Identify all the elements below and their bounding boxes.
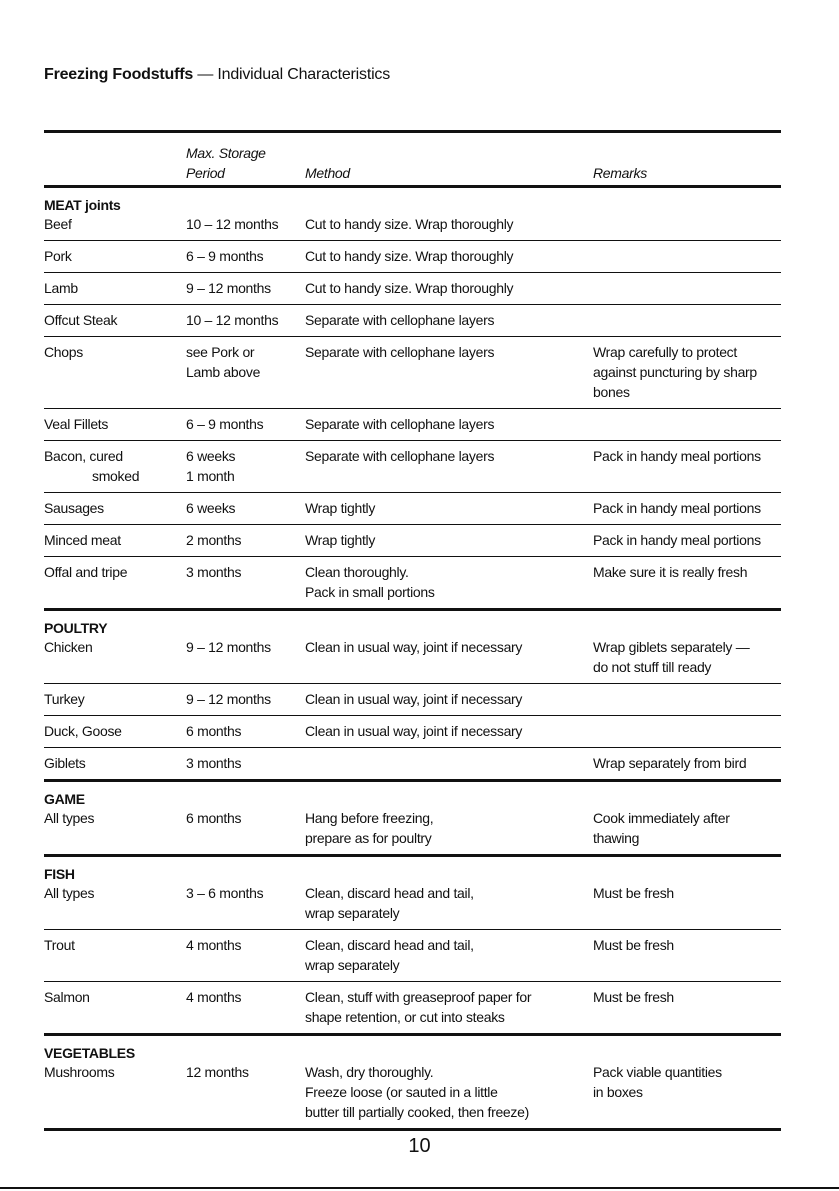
cell-item	[44, 689, 186, 709]
table-row	[44, 557, 781, 608]
cell-method	[305, 808, 593, 848]
cell-period-line: 12 months	[186, 1064, 249, 1080]
cell-item-line: Bacon, cured	[44, 448, 123, 464]
cell-period	[186, 721, 305, 741]
cell-item	[44, 310, 186, 330]
cell-remarks-line: Wrap separately from bird	[593, 755, 747, 771]
cell-remarks	[593, 342, 781, 402]
cell-item	[44, 342, 186, 402]
cell-remarks	[593, 530, 781, 550]
cell-method	[305, 498, 593, 518]
cell-remarks-line: Wrap giblets separately —	[593, 639, 750, 655]
cell-period	[186, 1062, 305, 1122]
cell-period-line: 2 months	[186, 532, 242, 548]
table-row	[44, 716, 781, 747]
cell-item-line: Sausages	[44, 500, 104, 516]
cell-remarks	[593, 214, 781, 234]
cell-method-line: Separate with cellophane layers	[305, 344, 495, 360]
cell-method	[305, 562, 593, 602]
page-number: 10	[408, 1135, 431, 1157]
cell-item-line: Duck, Goose	[44, 723, 122, 739]
page-title	[44, 66, 390, 84]
cell-method-line: Clean in usual way, joint if necessary	[305, 639, 523, 655]
cell-method	[305, 935, 593, 975]
cell-method	[305, 530, 593, 550]
cell-item-line: Salmon	[44, 989, 90, 1005]
cell-period-line: 6 weeks	[186, 448, 236, 464]
table-row	[44, 305, 781, 336]
cell-period-line: 1 month	[186, 468, 235, 484]
section-heading	[44, 188, 781, 214]
cell-item	[44, 935, 186, 975]
cell-method-line: Freeze loose (or sauted in a little	[305, 1084, 498, 1100]
cell-method-line: butter till partially cooked, then freeze)	[305, 1104, 529, 1120]
section-heading	[44, 1036, 781, 1062]
cell-remarks-line: Must be fresh	[593, 885, 674, 901]
cell-item	[44, 530, 186, 550]
cell-method	[305, 883, 593, 923]
cell-method-line: Cut to handy size. Wrap thoroughly	[305, 216, 514, 232]
cell-period-line: 9 – 12 months	[186, 691, 271, 707]
cell-method-line: Separate with cellophane layers	[305, 312, 495, 328]
cell-remarks	[593, 883, 781, 923]
cell-period-line: 6 months	[186, 723, 242, 739]
cell-period-line: 3 months	[186, 755, 242, 771]
cell-period-line: 6 months	[186, 810, 242, 826]
cell-period	[186, 562, 305, 602]
cell-method-line: Pack in small portions	[305, 584, 435, 600]
cell-remarks-line: in boxes	[593, 1084, 643, 1100]
cell-period	[186, 414, 305, 434]
cell-method-line: Wash, dry thoroughly.	[305, 1064, 434, 1080]
cell-method-line: Separate with cellophane layers	[305, 448, 495, 464]
cell-method-line: Cut to handy size. Wrap thoroughly	[305, 248, 514, 264]
bottom-edge	[0, 1187, 839, 1189]
cell-remarks	[593, 689, 781, 709]
table-body	[44, 188, 781, 1131]
table-row	[44, 883, 781, 929]
cell-item-line: Trout	[44, 937, 75, 953]
cell-period	[186, 637, 305, 677]
cell-period	[186, 689, 305, 709]
cell-method-line: wrap separately	[305, 957, 400, 973]
cell-period	[186, 278, 305, 298]
cell-method	[305, 414, 593, 434]
cell-method-line: Clean, discard head and tail,	[305, 937, 474, 953]
cell-period	[186, 446, 305, 486]
cell-period-line: 6 – 9 months	[186, 416, 264, 432]
cell-method	[305, 214, 593, 234]
cell-item	[44, 498, 186, 518]
table-row	[44, 241, 781, 272]
cell-method-line: Clean in usual way, joint if necessary	[305, 723, 523, 739]
section-name: VEGETABLES	[44, 1045, 135, 1061]
cell-method-line: Cut to handy size. Wrap thoroughly	[305, 280, 514, 296]
cell-remarks	[593, 987, 781, 1027]
cell-item-line: Mushrooms	[44, 1064, 115, 1080]
cell-method-line: shape retention, or cut into steaks	[305, 1009, 505, 1025]
cell-method-line: wrap separately	[305, 905, 400, 921]
cell-item	[44, 278, 186, 298]
cell-period	[186, 498, 305, 518]
table-row	[44, 409, 781, 440]
cell-method	[305, 278, 593, 298]
cell-method-line: Hang before freezing,	[305, 810, 434, 826]
table-row	[44, 982, 781, 1033]
cell-period	[186, 342, 305, 402]
cell-remarks-line: Must be fresh	[593, 989, 674, 1005]
cell-remarks-line: Cook immediately after	[593, 810, 730, 826]
cell-remarks	[593, 414, 781, 434]
cell-item	[44, 883, 186, 923]
table-row	[44, 525, 781, 556]
cell-item-line: Beef	[44, 216, 72, 232]
table-row	[44, 637, 781, 683]
cell-method-line: Clean, discard head and tail,	[305, 885, 474, 901]
cell-period	[186, 246, 305, 266]
cell-period	[186, 753, 305, 773]
cell-period-line: 6 – 9 months	[186, 248, 264, 264]
table-row	[44, 808, 781, 854]
cell-period-line: 10 – 12 months	[186, 312, 279, 328]
cell-period	[186, 987, 305, 1027]
table-row	[44, 930, 781, 981]
cell-period-line: 6 weeks	[186, 500, 236, 516]
table-row	[44, 337, 781, 408]
cell-item	[44, 214, 186, 234]
cell-remarks-line: do not stuff till ready	[593, 659, 712, 675]
cell-period	[186, 808, 305, 848]
header-period-line2: Period	[186, 165, 225, 181]
cell-item-line: All types	[44, 810, 95, 826]
cell-item-line: Veal Fillets	[44, 416, 109, 432]
cell-item	[44, 246, 186, 266]
table-row	[44, 684, 781, 715]
cell-remarks	[593, 721, 781, 741]
table-row	[44, 493, 781, 524]
table-row	[44, 441, 781, 492]
cell-period-line: 3 months	[186, 564, 242, 580]
cell-item	[44, 753, 186, 773]
cell-item	[44, 414, 186, 434]
cell-method	[305, 246, 593, 266]
section-heading	[44, 611, 781, 637]
cell-remarks-line: Must be fresh	[593, 937, 674, 953]
cell-remarks	[593, 278, 781, 298]
cell-method-line: Clean, stuff with greaseproof paper for	[305, 989, 532, 1005]
cell-method	[305, 1062, 593, 1122]
cell-remarks	[593, 310, 781, 330]
cell-item-line: Pork	[44, 248, 72, 264]
header-period	[186, 143, 305, 183]
cell-item-line: Offal and tripe	[44, 564, 128, 580]
cell-item	[44, 1062, 186, 1122]
section-name: POULTRY	[44, 620, 108, 636]
cell-item-line: Lamb	[44, 280, 78, 296]
title-rest: — Individual Characteristics	[193, 66, 391, 83]
cell-period	[186, 310, 305, 330]
header-period-line1: Max. Storage	[186, 145, 266, 161]
section-name: GAME	[44, 791, 85, 807]
cell-method-line: Clean in usual way, joint if necessary	[305, 691, 523, 707]
cell-item	[44, 987, 186, 1027]
cell-remarks	[593, 808, 781, 848]
cell-remarks-line: thawing	[593, 830, 640, 846]
cell-remarks	[593, 246, 781, 266]
cell-method	[305, 689, 593, 709]
table-row	[44, 1062, 781, 1128]
cell-period	[186, 883, 305, 923]
cell-item	[44, 562, 186, 602]
section-name: FISH	[44, 866, 75, 882]
cell-period-line: 4 months	[186, 937, 242, 953]
section-heading	[44, 782, 781, 808]
cell-remarks-line: bones	[593, 384, 630, 400]
table-row	[44, 214, 781, 240]
cell-method	[305, 637, 593, 677]
cell-method-line: Separate with cellophane layers	[305, 416, 495, 432]
cell-remarks-line: Pack in handy meal portions	[593, 532, 761, 548]
cell-item-line: All types	[44, 885, 95, 901]
table-row	[44, 273, 781, 304]
cell-remarks-line: Pack in handy meal portions	[593, 448, 761, 464]
cell-item-line: Turkey	[44, 691, 85, 707]
cell-method-line: Wrap tightly	[305, 500, 376, 516]
cell-period-line: see Pork or	[186, 344, 255, 360]
cell-remarks	[593, 753, 781, 773]
cell-remarks	[593, 637, 781, 677]
cell-period-line: Lamb above	[186, 364, 261, 380]
cell-remarks-line: Make sure it is really fresh	[593, 564, 748, 580]
table-row	[44, 748, 781, 779]
cell-method	[305, 310, 593, 330]
cell-period	[186, 530, 305, 550]
section-heading	[44, 857, 781, 883]
cell-item-line: Giblets	[44, 755, 86, 771]
cell-remarks	[593, 446, 781, 486]
cell-method	[305, 342, 593, 402]
cell-remarks-line: Pack in handy meal portions	[593, 500, 761, 516]
cell-method-line: prepare as for poultry	[305, 830, 432, 846]
section-name: MEAT joints	[44, 197, 121, 213]
cell-item	[44, 721, 186, 741]
cell-item-line: Offcut Steak	[44, 312, 118, 328]
cell-period-line: 4 months	[186, 989, 242, 1005]
section-rule	[44, 1128, 781, 1131]
cell-remarks	[593, 935, 781, 975]
cell-method-line: Wrap tightly	[305, 532, 376, 548]
freezing-table	[44, 130, 781, 1131]
cell-period-line: 9 – 12 months	[186, 280, 271, 296]
cell-remarks	[593, 1062, 781, 1122]
cell-item	[44, 637, 186, 677]
cell-method	[305, 721, 593, 741]
cell-remarks	[593, 498, 781, 518]
title-bold: Freezing Foodstuffs	[44, 66, 194, 83]
cell-period-line: 10 – 12 months	[186, 216, 279, 232]
table-header-row	[44, 133, 781, 185]
cell-period-line: 3 – 6 months	[186, 885, 264, 901]
header-remarks: Remarks	[593, 165, 647, 181]
cell-item-line: Chicken	[44, 639, 93, 655]
cell-item-line: smoked	[92, 468, 140, 484]
cell-item-line: Minced meat	[44, 532, 121, 548]
cell-remarks-line: Pack viable quantities	[593, 1064, 722, 1080]
cell-remarks-line: against puncturing by sharp	[593, 364, 757, 380]
cell-item	[44, 808, 186, 848]
cell-period	[186, 214, 305, 234]
cell-item	[44, 446, 186, 486]
cell-method	[305, 446, 593, 486]
cell-remarks-line: Wrap carefully to protect	[593, 344, 737, 360]
cell-method	[305, 987, 593, 1027]
cell-method	[305, 753, 593, 773]
cell-period-line: 9 – 12 months	[186, 639, 271, 655]
cell-item-line: Chops	[44, 344, 83, 360]
cell-remarks	[593, 562, 781, 602]
header-method: Method	[305, 165, 350, 181]
cell-method-line: Clean thoroughly.	[305, 564, 409, 580]
cell-period	[186, 935, 305, 975]
